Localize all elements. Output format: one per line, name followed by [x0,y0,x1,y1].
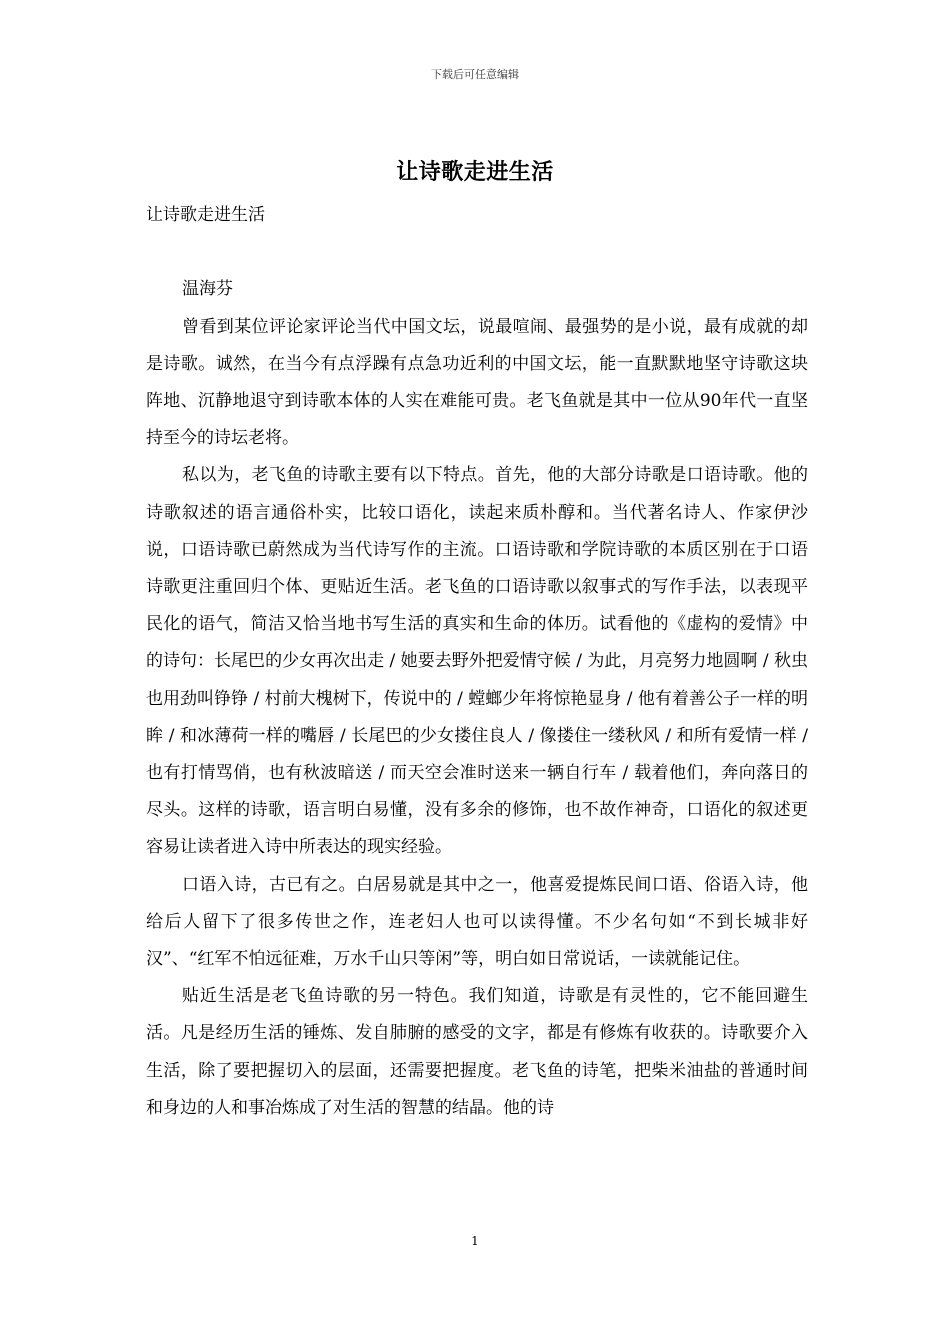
page-header-note: 下载后可任意编辑 [431,68,519,81]
author-name: 温海芬 [182,279,233,300]
document-body [146,197,808,1127]
body-paragraph: 私以为，老飞鱼的诗歌主要有以下特点。首先，他的大部分诗歌是口语诗歌。他的诗歌叙述的语言通俗朴实，比较口语化，读起来质朴醇和。当代著名诗人、作家伊沙说，口语诗歌已蔚然成为当代诗写作的主流。口语诗歌和学院诗歌的本质区别在于口语诗歌更注重回归个体、更贴近生活。老飞鱼的口语诗歌以叙事式的写作手法，以表现平民化的语气，简洁又恰当地书写生活的真实和生命的体历。试看他的《虚构的爱情》中的诗句：长尾巴的少女再次出走 / 她要去野外把爱情守候 / 为此，月亮努力地圆啊 / 秋虫也用劲叫铮铮 / 村前大槐树下，传说中的 / 螳螂少年将惊艳显身 / 他有着善公子一样的明眸 / 和冰薄荷一样的嘴唇 / 长尾巴的少女搂住良人 / 像搂住一缕秋风 / 和所有爱情一样 / 也有打情骂俏，也有秋波暗送 / 而天空会准时送来一辆自行车 / 载着他们，奔向落日的尽头。这样的诗歌，语言明白易懂，没有多余的修饰，也不故作神奇，口语化的叙述更容易让读者进入诗中所表达的现实经验。 [146,465,808,858]
document-title: 让诗歌走进生活 [396,159,554,185]
document-subtitle: 让诗歌走进生活 [146,205,265,225]
body-paragraph: 口语入诗，古已有之。白居易就是其中之一，他喜爱提炼民间口语、俗语入诗，他给后人留下了很多传世之作，连老妇人也可以读得懂。不少名句如“不到长城非好汉”、“红军不怕远征难，万水千山只等闲”等，明白如日常说话，一读就能记住。 [146,874,808,970]
blank-line [146,234,808,271]
body-paragraph: 贴近生活是老飞鱼诗歌的另一特色。我们知道，诗歌是有灵性的，它不能回避生活。凡是经历生活的锤炼、发自肺腑的感受的文字，都是有修炼有收获的。诗歌要介入生活，除了要把握切入的层面，还需要把握度。老飞鱼的诗笔，把柴米油盐的普通时间和身边的人和事冶炼成了对生活的智慧的结晶。他的诗 [146,986,808,1118]
page-number: 1 [471,1234,479,1248]
body-paragraph: 曾看到某位评论家评论当代中国文坛，说最喧闹、最强势的是小说，最有成就的却是诗歌。诚然，在当今有点浮躁有点急功近利的中国文坛，能一直默默地坚守诗歌这块阵地、沉静地退守到诗歌本体的人实在难能可贵。老飞鱼就是其中一位从90年代一直坚持至今的诗坛老将。 [146,316,808,449]
